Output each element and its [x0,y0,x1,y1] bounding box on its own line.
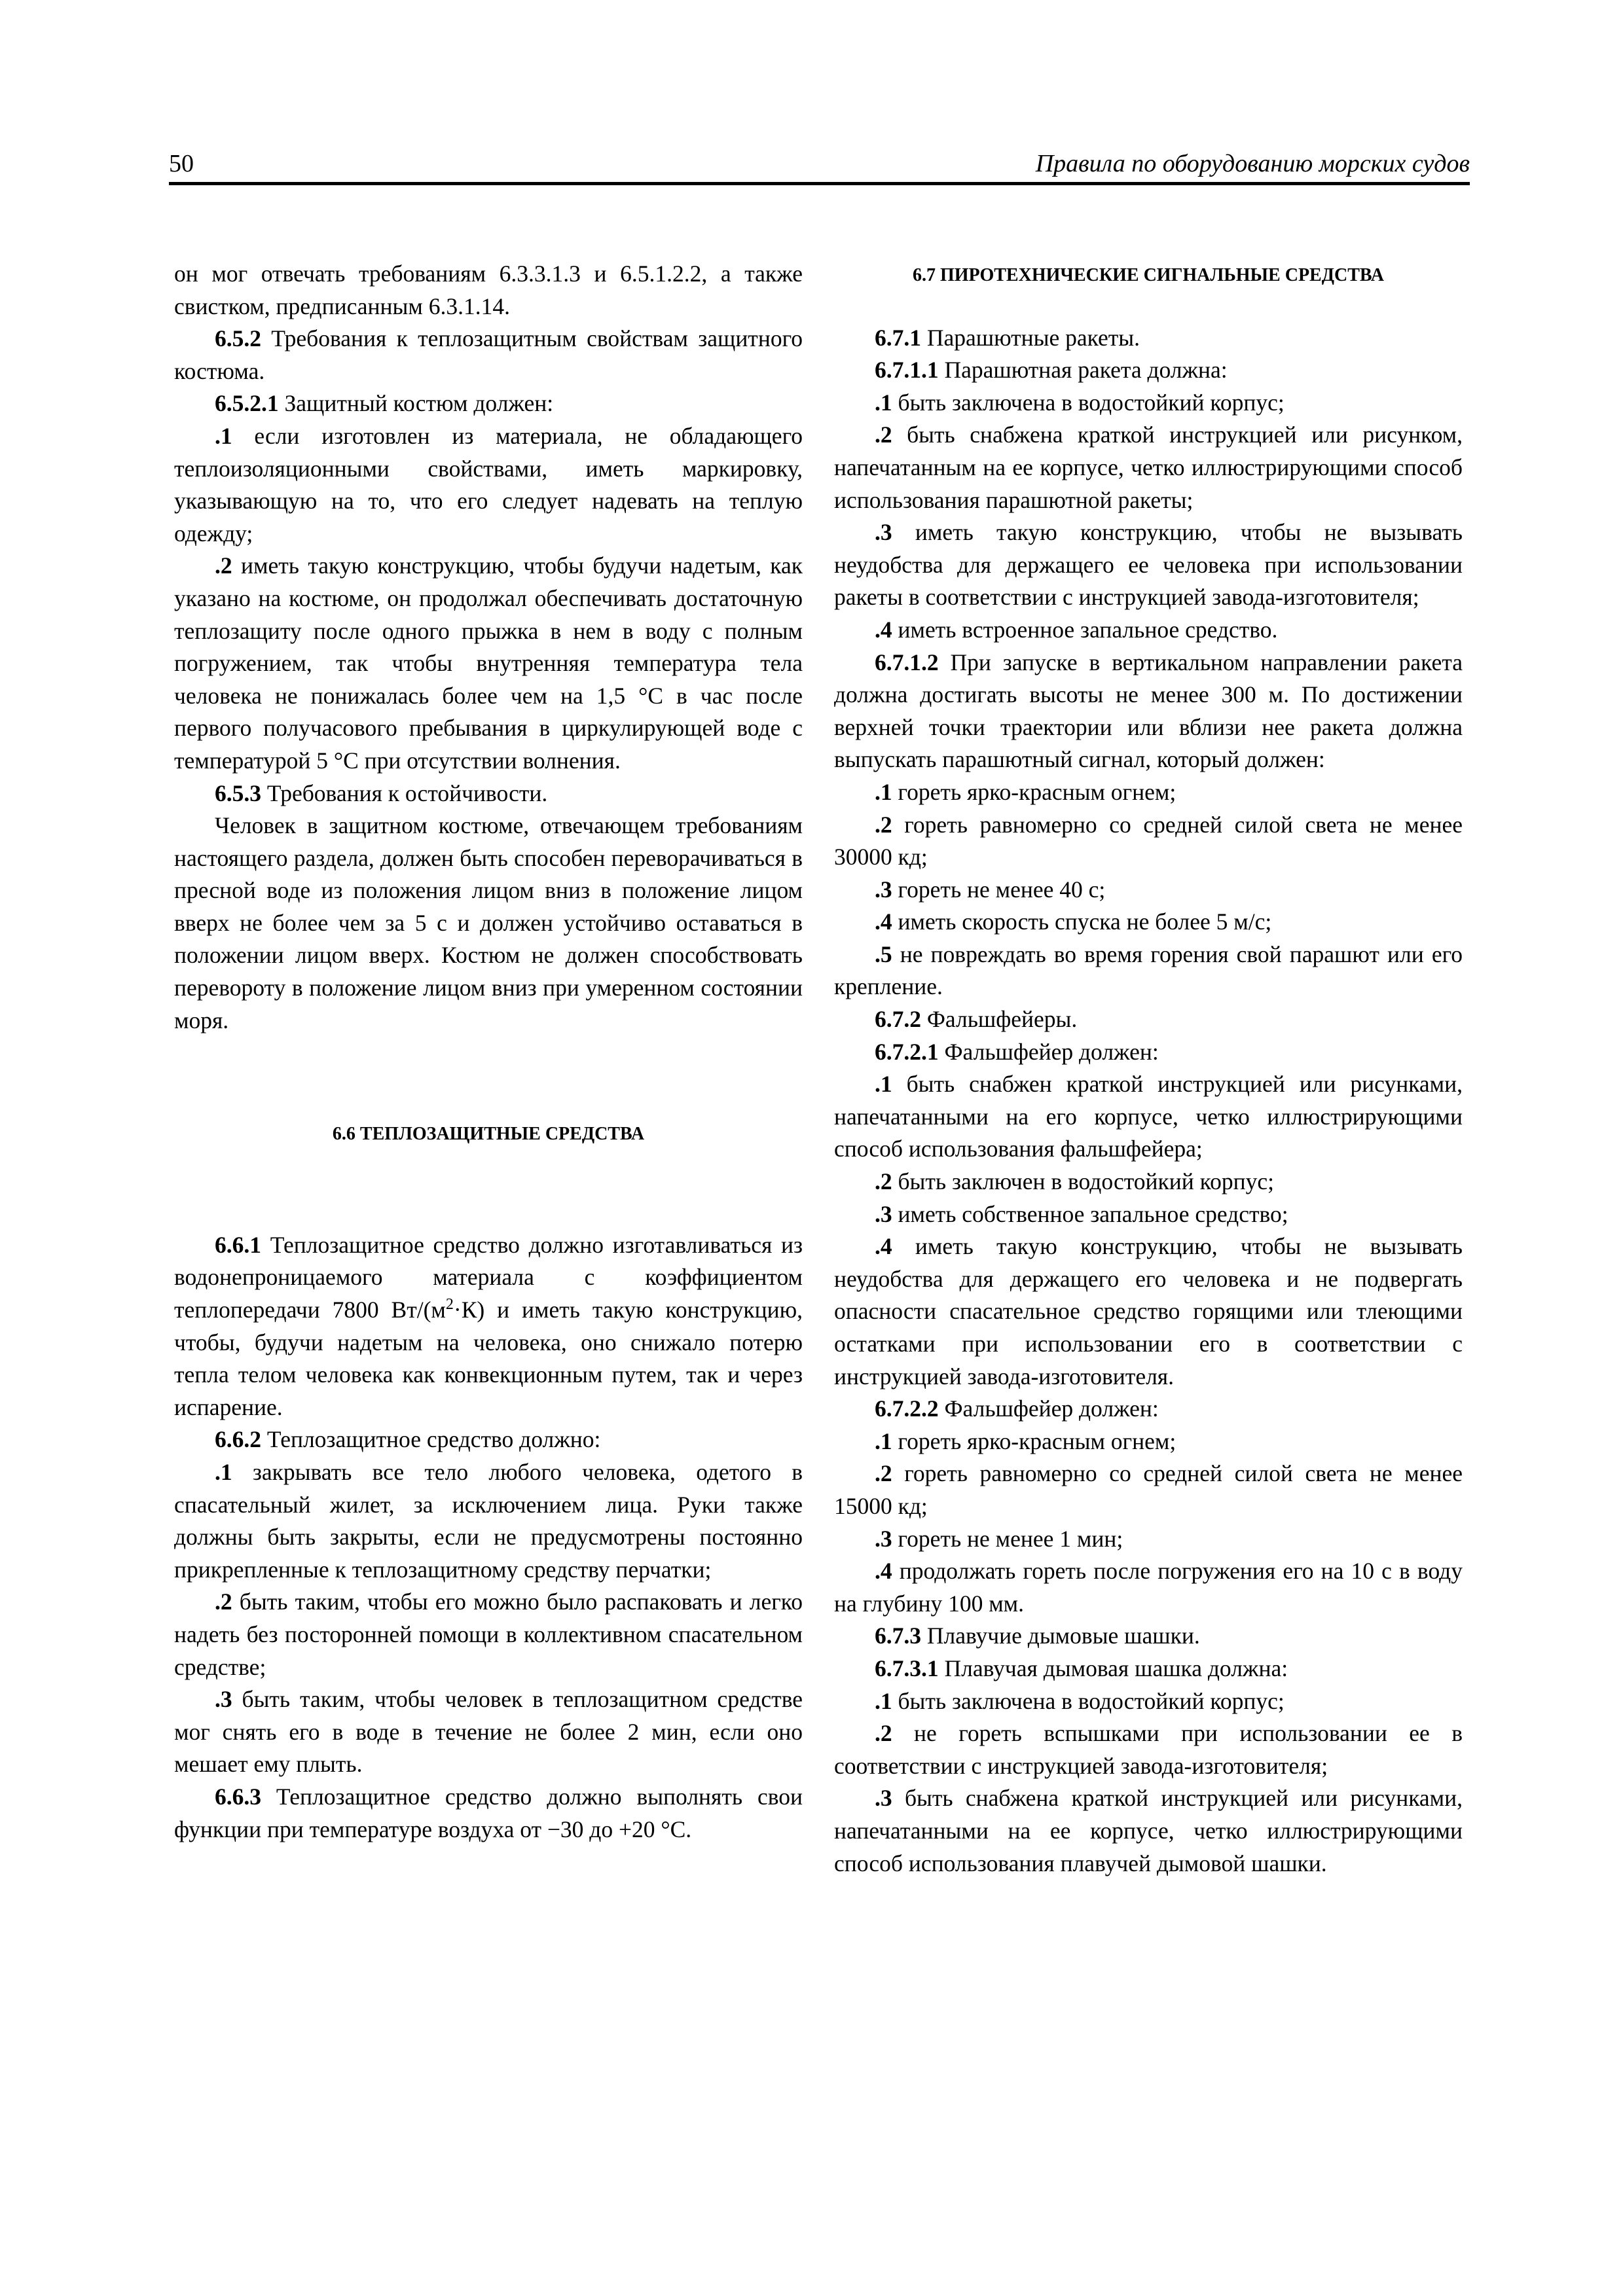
chapter-heading-6-7: 6.7 ПИРОТЕХНИЧЕСКИЕ СИГНАЛЬНЫЕ СРЕДСТВА [912,265,1385,285]
page-number: 50 [169,150,194,177]
item-number: .2 [215,552,232,579]
section-6-5-2 [174,323,803,387]
section-number: 6.7.2.1 [875,1038,939,1065]
left-column [174,258,803,1846]
item-number: .2 [875,1168,892,1195]
list-item: .2 гореть равномерно со средней силой света не менее 15000 кд; [834,1460,1463,1519]
list-item: .1 гореть ярко-красным огнем; [875,778,1176,805]
page-header [169,143,1470,185]
section-number: 6.7.1 [875,324,921,351]
section-number: 6.5.2 [215,325,261,352]
item-number: .1 [875,1427,892,1454]
item-number: .2 [875,811,892,838]
item-number: .3 [875,876,892,903]
section-number: 6.6.2 [215,1426,261,1453]
section-title: Требования к остойчивости. [261,780,548,806]
section-number: 6.5.2.1 [215,390,279,417]
item-number: .1 [875,1071,892,1098]
section-6-7-1 [834,322,1463,355]
item-number: .3 [875,1200,892,1227]
section-number: 6.6.1 [215,1231,261,1258]
section-number: 6.7.1.2 [875,649,939,675]
item-number: .3 [215,1686,232,1713]
section-number: 6.7.3.1 [875,1655,939,1681]
section-6-7-2 [834,1003,1463,1036]
list-item: .1 если изготовлен из материала, не обладающего теплоизоляционными свойствами, иметь маркировку, указывающую на то, что его следует надевать на теплую одежду; [174,422,803,547]
section-6-7-3 [834,1620,1463,1653]
list-item: .1 быть снабжен краткой инструкцией или рисунками, напечатанными на его корпусе, четко иллюстрирующими способ использования фальшфейера; [834,1071,1463,1162]
list-item: .3 быть таким, чтобы человек в теплозащитном средстве мог снять его в воде в течение не более 2 мин, если оно мешает ему плыть. [174,1686,803,1778]
item-number: .4 [875,1558,892,1585]
chapter-heading-6-6: 6.6 ТЕПЛОЗАЩИТНЫЕ СРЕДСТВА [332,1124,645,1145]
list-item: .2 быть таким, чтобы его можно было распаковать и легко надеть без посторонней помощи в коллективном спасательном средстве; [174,1588,803,1680]
item-number: .3 [875,519,892,546]
list-item: .3 гореть не менее 40 с; [875,876,1106,903]
paragraph: он мог отвечать требованиям 6.3.3.1.3 и 6.5.1.2.2, а также свистком, предписанным 6.3.1.14. [174,260,803,319]
list-item: .1 быть заключена в водостойкий корпус; [875,389,1285,416]
item-number: .1 [215,422,232,449]
section-6-6-2: 6.6.2 Теплозащитное средство должно: [215,1426,601,1453]
list-item: .4 продолжать гореть после погружения его на 10 с в воду на глубину 100 мм. [834,1558,1463,1617]
list-item: .2 гореть равномерно со средней силой света не менее 30000 кд; [834,811,1463,870]
item-number: .1 [215,1459,232,1485]
list-item: .3 иметь такую конструкцию, чтобы не вызывать неудобства для держащего ее человека при использовании ракеты в соответствии с инструкцией завода-изготовителя; [834,519,1463,611]
section-6-7-2-2: 6.7.2.2 Фальшфейер должен: [875,1395,1159,1422]
list-item: .4 иметь скорость спуска не более 5 м/с; [875,908,1272,935]
item-number: .2 [875,422,892,448]
list-item: .4 иметь такую конструкцию, чтобы не вызывать неудобства для держащего его человека и не подвергать опасности спасательное средство горящими или тлеющими остатками при использовании его в соответствии с инструкцией завода-изготовителя. [834,1233,1463,1390]
section-title: Требования к теплозащитным свойствам защитного костюма. [174,325,803,384]
section-6-5-2-1: 6.5.2.1 Защитный костюм должен: [215,390,554,417]
list-item: .3 иметь собственное запальное средство; [875,1200,1288,1227]
item-number: .3 [875,1785,892,1812]
item-number: .4 [875,908,892,935]
section-number: 6.7.1.1 [875,357,939,384]
item-number: .4 [875,616,892,643]
list-item: .1 закрывать все тело любого человека, одетого в спасательный жилет, за исключением лица. Руки также должны быть закрыты, если не предусмотрены постоянно прикрепленные к теплозащитному средству перчатки; [174,1459,803,1583]
section-title: Фальшфейеры. [921,1006,1078,1033]
list-item: .2 иметь такую конструкцию, чтобы будучи надетым, как указано на костюме, он продолжал обеспечивать достаточную теплозащиту после одного прыжка в нем в воду с полным погружением, так чтобы внутренняя температура тела человека не понижалась более чем на 1,5 °С в час после первого получасового пребывания в циркулирующей воде с температурой 5 °С при отсутствии волнения. [174,552,803,774]
item-number: .1 [875,1687,892,1714]
section-number: 6.7.3 [875,1623,921,1649]
item-number: .2 [215,1588,232,1615]
right-column [834,258,1463,1880]
list-item: .4 иметь встроенное запальное средство. [875,616,1278,643]
section-6-5-3 [174,778,803,810]
section-6-7-1-1: 6.7.1.1 Парашютная ракета должна: [875,357,1228,384]
item-number: .1 [875,778,892,805]
section-6-7-3-1: 6.7.3.1 Плавучая дымовая шашка должна: [875,1655,1288,1681]
section-number: 6.7.2 [875,1006,921,1033]
section-title: Плавучие дымовые шашки. [921,1623,1200,1649]
list-item: .2 быть снабжена краткой инструкцией или рисунком, напечатанным на ее корпусе, четко иллюстрирующими способ использования парашютной ракеты; [834,422,1463,513]
item-number: .2 [875,1460,892,1487]
section-number: 6.5.3 [215,780,261,806]
list-item: .1 быть заключена в водостойкий корпус; [875,1687,1285,1714]
running-title: Правила по оборудованию морских судов [1035,150,1470,177]
list-item: .2 быть заключен в водостойкий корпус; [875,1168,1274,1195]
item-number: .4 [875,1233,892,1260]
item-number: .5 [875,941,892,967]
list-item: .1 гореть ярко-красным огнем; [875,1427,1176,1454]
section-number: 6.7.2.2 [875,1395,939,1422]
section-6-6-1: 6.6.1 Теплозащитное средство должно изготавливаться из водонепроницаемого материала с коэффициентом теплопередачи 7800 $Вт/(м^2\cdot К)$ и иметь такую конструкцию, чтобы, будучи надетым на человека, оно снижало потерю тепла телом человека как конвекционным путем, так и через испарение. [174,1231,803,1420]
item-number: .1 [875,389,892,416]
item-number: .2 [875,1720,892,1747]
list-item: .3 быть снабжена краткой инструкцией или рисунками, напечатанными на ее корпусе, четко иллюстрирующими способ использования плавучей дымовой шашки. [834,1785,1463,1876]
list-item: .2 не гореть вспышками при использовании ее в соответствии с инструкцией завода-изготовителя; [834,1720,1463,1779]
section-6-6-3: 6.6.3 Теплозащитное средство должно выполнять свои функции при температуре воздуха от −30 до +20 °С. [174,1783,803,1842]
list-item: .3 гореть не менее 1 мин; [875,1525,1123,1552]
item-number: .3 [875,1525,892,1552]
section-number: 6.6.3 [215,1783,261,1810]
section-6-7-2-1: 6.7.2.1 Фальшфейер должен: [875,1038,1159,1065]
section-6-7-1-2: 6.7.1.2 При запуске в вертикальном направлении ракета должна достигать высоты не менее 300 м. По достижении верхней точки траектории или вблизи нее ракета должна выпускать парашютный сигнал, который должен: [834,649,1463,773]
section-title: Парашютные ракеты. [921,324,1140,351]
list-item: .5 не повреждать во время горения свой парашют или его крепление. [834,941,1463,1000]
paragraph: Человек в защитном костюме, отвечающем требованиям настоящего раздела, должен быть способен переворачиваться в пресной воде из положения лицом вниз в положение лицом вверх не более чем за 5 с и должен устойчиво оставаться в положении лицом вверх. Костюм не должен способствовать перевороту в положение лицом вниз при умеренном состоянии моря. [174,812,803,1033]
